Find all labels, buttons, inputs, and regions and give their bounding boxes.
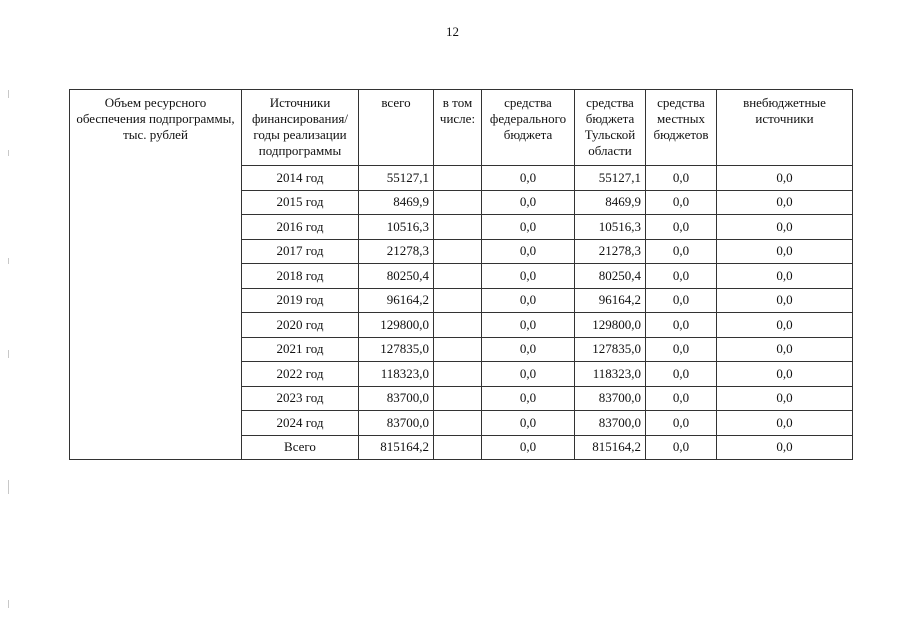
cell-total: 80250,4: [359, 264, 434, 289]
cell-federal: 0,0: [482, 215, 575, 240]
cell-federal: 0,0: [482, 411, 575, 436]
header-resource-volume: Объем ресурсного обеспечения подпрограммы, тыс. рублей: [70, 90, 242, 460]
cell-federal: 0,0: [482, 337, 575, 362]
header-federal-budget: средства федерального бюджета: [482, 90, 575, 166]
cell-regional: 96164,2: [575, 288, 646, 313]
cell-including: [434, 288, 482, 313]
cell-total: 83700,0: [359, 386, 434, 411]
cell-regional: 815164,2: [575, 435, 646, 460]
cell-including: [434, 166, 482, 191]
cell-including: [434, 313, 482, 338]
cell-including: [434, 215, 482, 240]
cell-regional: 80250,4: [575, 264, 646, 289]
cell-total: 8469,9: [359, 190, 434, 215]
cell-extrabudgetary: 0,0: [717, 386, 853, 411]
cell-including: [434, 411, 482, 436]
cell-extrabudgetary: 0,0: [717, 239, 853, 264]
cell-federal: 0,0: [482, 264, 575, 289]
cell-extrabudgetary: 0,0: [717, 288, 853, 313]
cell-regional: 8469,9: [575, 190, 646, 215]
cell-year: 2023 год: [242, 386, 359, 411]
page-number: 12: [446, 24, 459, 39]
cell-federal: 0,0: [482, 362, 575, 387]
header-regional-budget: средства бюджета Тульской области: [575, 90, 646, 166]
scan-margin-mark: [8, 600, 9, 608]
cell-federal: 0,0: [482, 288, 575, 313]
cell-federal: 0,0: [482, 435, 575, 460]
cell-year: 2015 год: [242, 190, 359, 215]
cell-total: 55127,1: [359, 166, 434, 191]
cell-regional: 83700,0: [575, 411, 646, 436]
cell-extrabudgetary: 0,0: [717, 411, 853, 436]
header-local-budgets: средства местных бюджетов: [646, 90, 717, 166]
cell-local: 0,0: [646, 288, 717, 313]
cell-federal: 0,0: [482, 313, 575, 338]
scan-margin-mark: [8, 350, 9, 358]
header-row: [70, 90, 853, 166]
cell-extrabudgetary: 0,0: [717, 313, 853, 338]
cell-local: 0,0: [646, 435, 717, 460]
cell-extrabudgetary: 0,0: [717, 337, 853, 362]
cell-extrabudgetary: 0,0: [717, 215, 853, 240]
cell-local: 0,0: [646, 166, 717, 191]
cell-including: [434, 362, 482, 387]
scan-margin-mark: [8, 480, 9, 494]
cell-local: 0,0: [646, 239, 717, 264]
cell-total: 815164,2: [359, 435, 434, 460]
cell-total: 129800,0: [359, 313, 434, 338]
cell-local: 0,0: [646, 264, 717, 289]
cell-local: 0,0: [646, 362, 717, 387]
cell-total: 21278,3: [359, 239, 434, 264]
cell-federal: 0,0: [482, 386, 575, 411]
cell-federal: 0,0: [482, 239, 575, 264]
cell-regional: 127835,0: [575, 337, 646, 362]
cell-regional: 118323,0: [575, 362, 646, 387]
cell-federal: 0,0: [482, 166, 575, 191]
cell-extrabudgetary: 0,0: [717, 166, 853, 191]
cell-regional: 83700,0: [575, 386, 646, 411]
cell-local: 0,0: [646, 411, 717, 436]
cell-extrabudgetary: 0,0: [717, 264, 853, 289]
cell-local: 0,0: [646, 313, 717, 338]
scan-margin-mark: [8, 258, 9, 264]
cell-including: [434, 190, 482, 215]
cell-extrabudgetary: 0,0: [717, 435, 853, 460]
cell-total: 127835,0: [359, 337, 434, 362]
cell-local: 0,0: [646, 190, 717, 215]
cell-regional: 21278,3: [575, 239, 646, 264]
cell-total: 10516,3: [359, 215, 434, 240]
funding-table: [69, 89, 853, 460]
cell-including: [434, 264, 482, 289]
cell-regional: 129800,0: [575, 313, 646, 338]
cell-local: 0,0: [646, 337, 717, 362]
scan-margin-mark: [8, 150, 9, 156]
header-funding-sources: Источники финансирования/ годы реализации подпрограммы: [242, 90, 359, 166]
cell-year: 2024 год: [242, 411, 359, 436]
cell-local: 0,0: [646, 215, 717, 240]
cell-including: [434, 435, 482, 460]
cell-extrabudgetary: 0,0: [717, 362, 853, 387]
header-extrabudgetary: внебюджетные источники: [717, 90, 853, 166]
cell-year: 2016 год: [242, 215, 359, 240]
cell-including: [434, 337, 482, 362]
cell-including: [434, 386, 482, 411]
cell-year: 2017 год: [242, 239, 359, 264]
header-total: всего: [359, 90, 434, 166]
header-including: в том числе:: [434, 90, 482, 166]
cell-local: 0,0: [646, 386, 717, 411]
cell-year: Всего: [242, 435, 359, 460]
cell-total: 118323,0: [359, 362, 434, 387]
cell-extrabudgetary: 0,0: [717, 190, 853, 215]
cell-year: 2021 год: [242, 337, 359, 362]
cell-regional: 10516,3: [575, 215, 646, 240]
cell-total: 83700,0: [359, 411, 434, 436]
cell-year: 2022 год: [242, 362, 359, 387]
cell-year: 2014 год: [242, 166, 359, 191]
cell-year: 2019 год: [242, 288, 359, 313]
cell-year: 2020 год: [242, 313, 359, 338]
scan-margin-mark: [8, 90, 9, 98]
cell-total: 96164,2: [359, 288, 434, 313]
cell-federal: 0,0: [482, 190, 575, 215]
cell-including: [434, 239, 482, 264]
cell-year: 2018 год: [242, 264, 359, 289]
cell-regional: 55127,1: [575, 166, 646, 191]
